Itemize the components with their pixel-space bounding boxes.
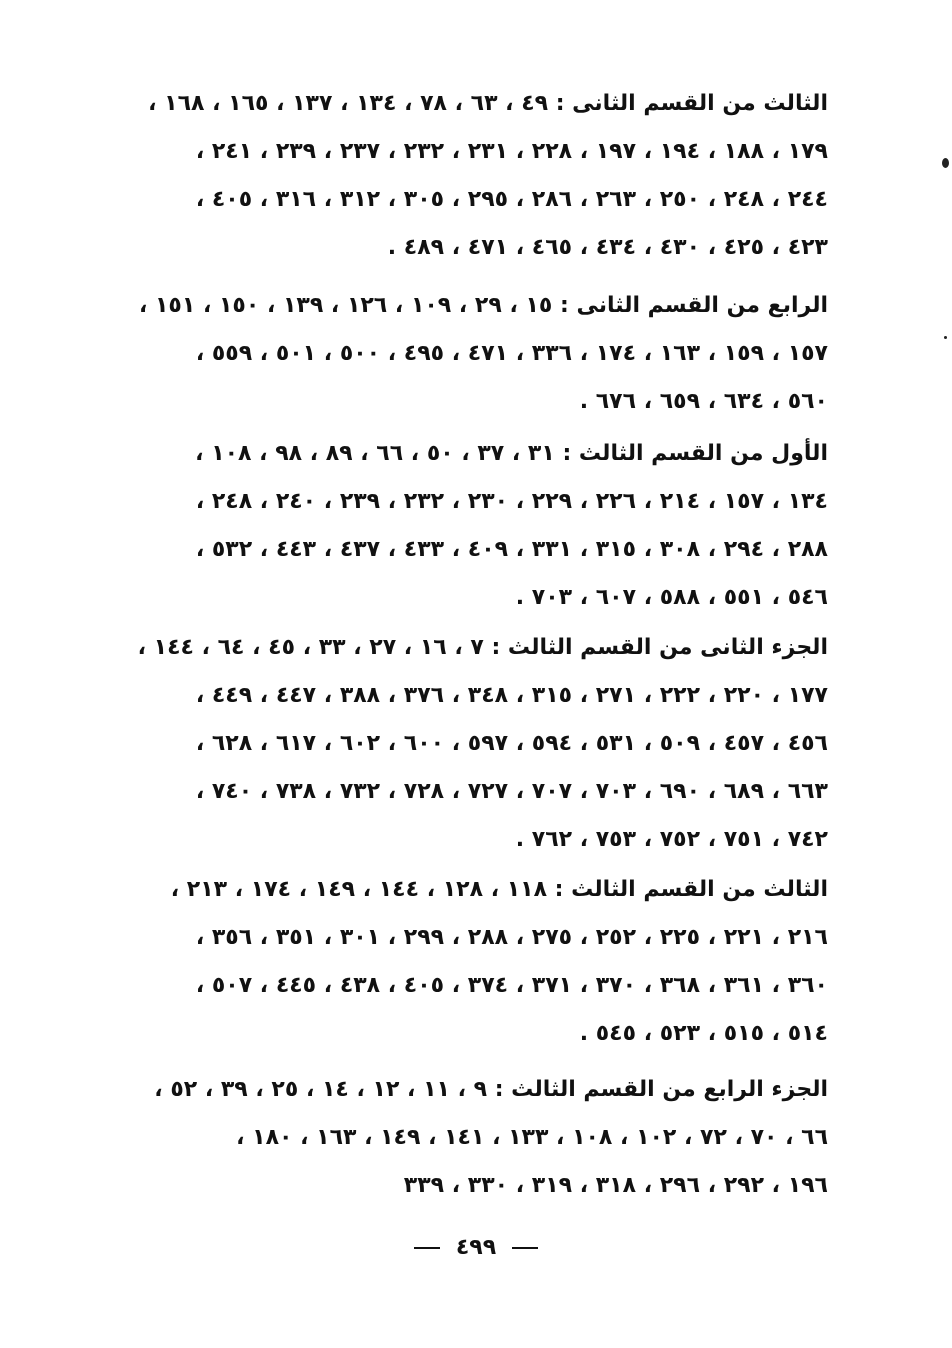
text-line: ٤٢٣ ، ٤٢٥ ، ٤٣٠ ، ٤٣٤ ، ٤٦٥ ، ٤٧١ ، ٤٨٩ .: [387, 235, 828, 260]
text-line: ٣٦٠ ، ٣٦١ ، ٣٦٨ ، ٣٧٠ ، ٣٧١ ، ٣٧٤ ، ٤٠٥ ، ٤٣٨ ، ٤٤٥ ، ٥٠٧ ،: [195, 973, 828, 998]
text-line: ١٩٦ ، ٢٩٢ ، ٢٩٦ ، ٣١٨ ، ٣١٩ ، ٣٣٠ ، ٣٣٩: [403, 1173, 828, 1198]
text-line: ٢٨٨ ، ٢٩٤ ، ٣٠٨ ، ٣١٥ ، ٣٣١ ، ٤٠٩ ، ٤٣٣ ، ٤٣٧ ، ٤٤٣ ، ٥٣٢ ،: [195, 537, 828, 562]
text-line: ٦٦٣ ، ٦٨٩ ، ٦٩٠ ، ٧٠٣ ، ٧٠٧ ، ٧٢٧ ، ٧٢٨ ، ٧٣٢ ، ٧٣٨ ، ٧٤٠ ،: [195, 779, 828, 804]
text-line: ١٥٧ ، ١٥٩ ، ١٦٣ ، ١٧٤ ، ٣٣٦ ، ٤٧١ ، ٤٩٥ ، ٥٠٠ ، ٥٠١ ، ٥٥٩ ،: [195, 341, 828, 366]
text-line: ١٧٩ ، ١٨٨ ، ١٩٤ ، ١٩٧ ، ٢٢٨ ، ٢٣١ ، ٢٣٢ ، ٢٣٧ ، ٢٣٩ ، ٢٤١ ،: [195, 139, 828, 164]
text-line: ١٧٧ ، ٢٢٠ ، ٢٢٢ ، ٢٧١ ، ٣١٥ ، ٣٤٨ ، ٣٧٦ ، ٣٨٨ ، ٤٤٧ ، ٤٤٩ ،: [195, 683, 828, 708]
text-line: ١٣٤ ، ١٥٧ ، ٢١٤ ، ٢٢٦ ، ٢٢٩ ، ٢٣٠ ، ٢٣٢ ، ٢٣٩ ، ٢٤٠ ، ٢٤٨ ،: [195, 489, 828, 514]
text-line: الثالث من القسم الثالث : ١١٨ ، ١٢٨ ، ١٤٤ ، ١٤٩ ، ١٧٤ ، ٢١٣ ،: [170, 877, 828, 902]
text-line: الثالث من القسم الثانى : ٤٩ ، ٦٣ ، ٧٨ ، ١٣٤ ، ١٣٧ ، ١٦٥ ، ١٦٨ ،: [148, 91, 828, 116]
page-number: ٤٩٩: [455, 1235, 497, 1260]
text-line: ٢١٦ ، ٢٢١ ، ٢٢٥ ، ٢٥٢ ، ٢٧٥ ، ٢٨٨ ، ٢٩٩ ، ٣٠١ ، ٣٥١ ، ٣٥٦ ،: [195, 925, 828, 950]
text-line: ٦٦ ، ٧٠ ، ٧٢ ، ١٠٢ ، ١٠٨ ، ١٣٣ ، ١٤١ ، ١٤٩ ، ١٦٣ ، ١٨٠ ،: [236, 1125, 828, 1150]
text-line: الجزء الرابع من القسم الثالث : ٩ ، ١١ ، ١٢ ، ١٤ ، ٢٥ ، ٣٩ ، ٥٢ ،: [154, 1077, 828, 1102]
index-section-fourth-volume-of-third-part: [128, 1066, 828, 1210]
text-line: ٤٥٦ ، ٤٥٧ ، ٥٠٩ ، ٥٣١ ، ٥٩٤ ، ٥٩٧ ، ٦٠٠ ، ٦٠٢ ، ٦١٧ ، ٦٢٨ ،: [195, 731, 828, 756]
dash-decoration: [414, 1247, 440, 1249]
index-section-third-of-third-part: [128, 866, 828, 1058]
page-number-footer: [0, 1235, 952, 1260]
text-line: الرابع من القسم الثانى : ١٥ ، ٢٩ ، ١٠٩ ، ١٢٦ ، ١٣٩ ، ١٥٠ ، ١٥١ ،: [138, 293, 828, 318]
text-line: ٧٤٢ ، ٧٥١ ، ٧٥٢ ، ٧٥٣ ، ٧٦٢ .: [515, 827, 828, 852]
text-line: ٥٤٦ ، ٥٥١ ، ٥٨٨ ، ٦٠٧ ، ٧٠٣ .: [515, 585, 828, 610]
scan-speck: [944, 336, 947, 339]
text-line: ٥١٤ ، ٥١٥ ، ٥٢٣ ، ٥٤٥ .: [579, 1021, 828, 1046]
text-line: الجزء الثانى من القسم الثالث : ٧ ، ١٦ ، ٢٧ ، ٣٣ ، ٤٥ ، ٦٤ ، ١٤٤ ،: [137, 635, 828, 660]
index-section-fourth-of-second-part: [128, 282, 828, 426]
index-section-first-of-third-part: [128, 430, 828, 622]
text-line: الأول من القسم الثالث : ٣١ ، ٣٧ ، ٥٠ ، ٦٦ ، ٨٩ ، ٩٨ ، ١٠٨ ،: [195, 441, 828, 466]
text-line: ٢٤٤ ، ٢٤٨ ، ٢٥٠ ، ٢٦٣ ، ٢٨٦ ، ٢٩٥ ، ٣٠٥ ، ٣١٢ ، ٣١٦ ، ٤٠٥ ،: [195, 187, 828, 212]
index-section-second-volume-of-third-part: [128, 624, 828, 864]
index-section-third-of-second-part: [128, 80, 828, 272]
text-line: ٥٦٠ ، ٦٣٤ ، ٦٥٩ ، ٦٧٦ .: [579, 389, 828, 414]
dash-decoration: [512, 1247, 538, 1249]
scan-speck: [942, 158, 949, 168]
